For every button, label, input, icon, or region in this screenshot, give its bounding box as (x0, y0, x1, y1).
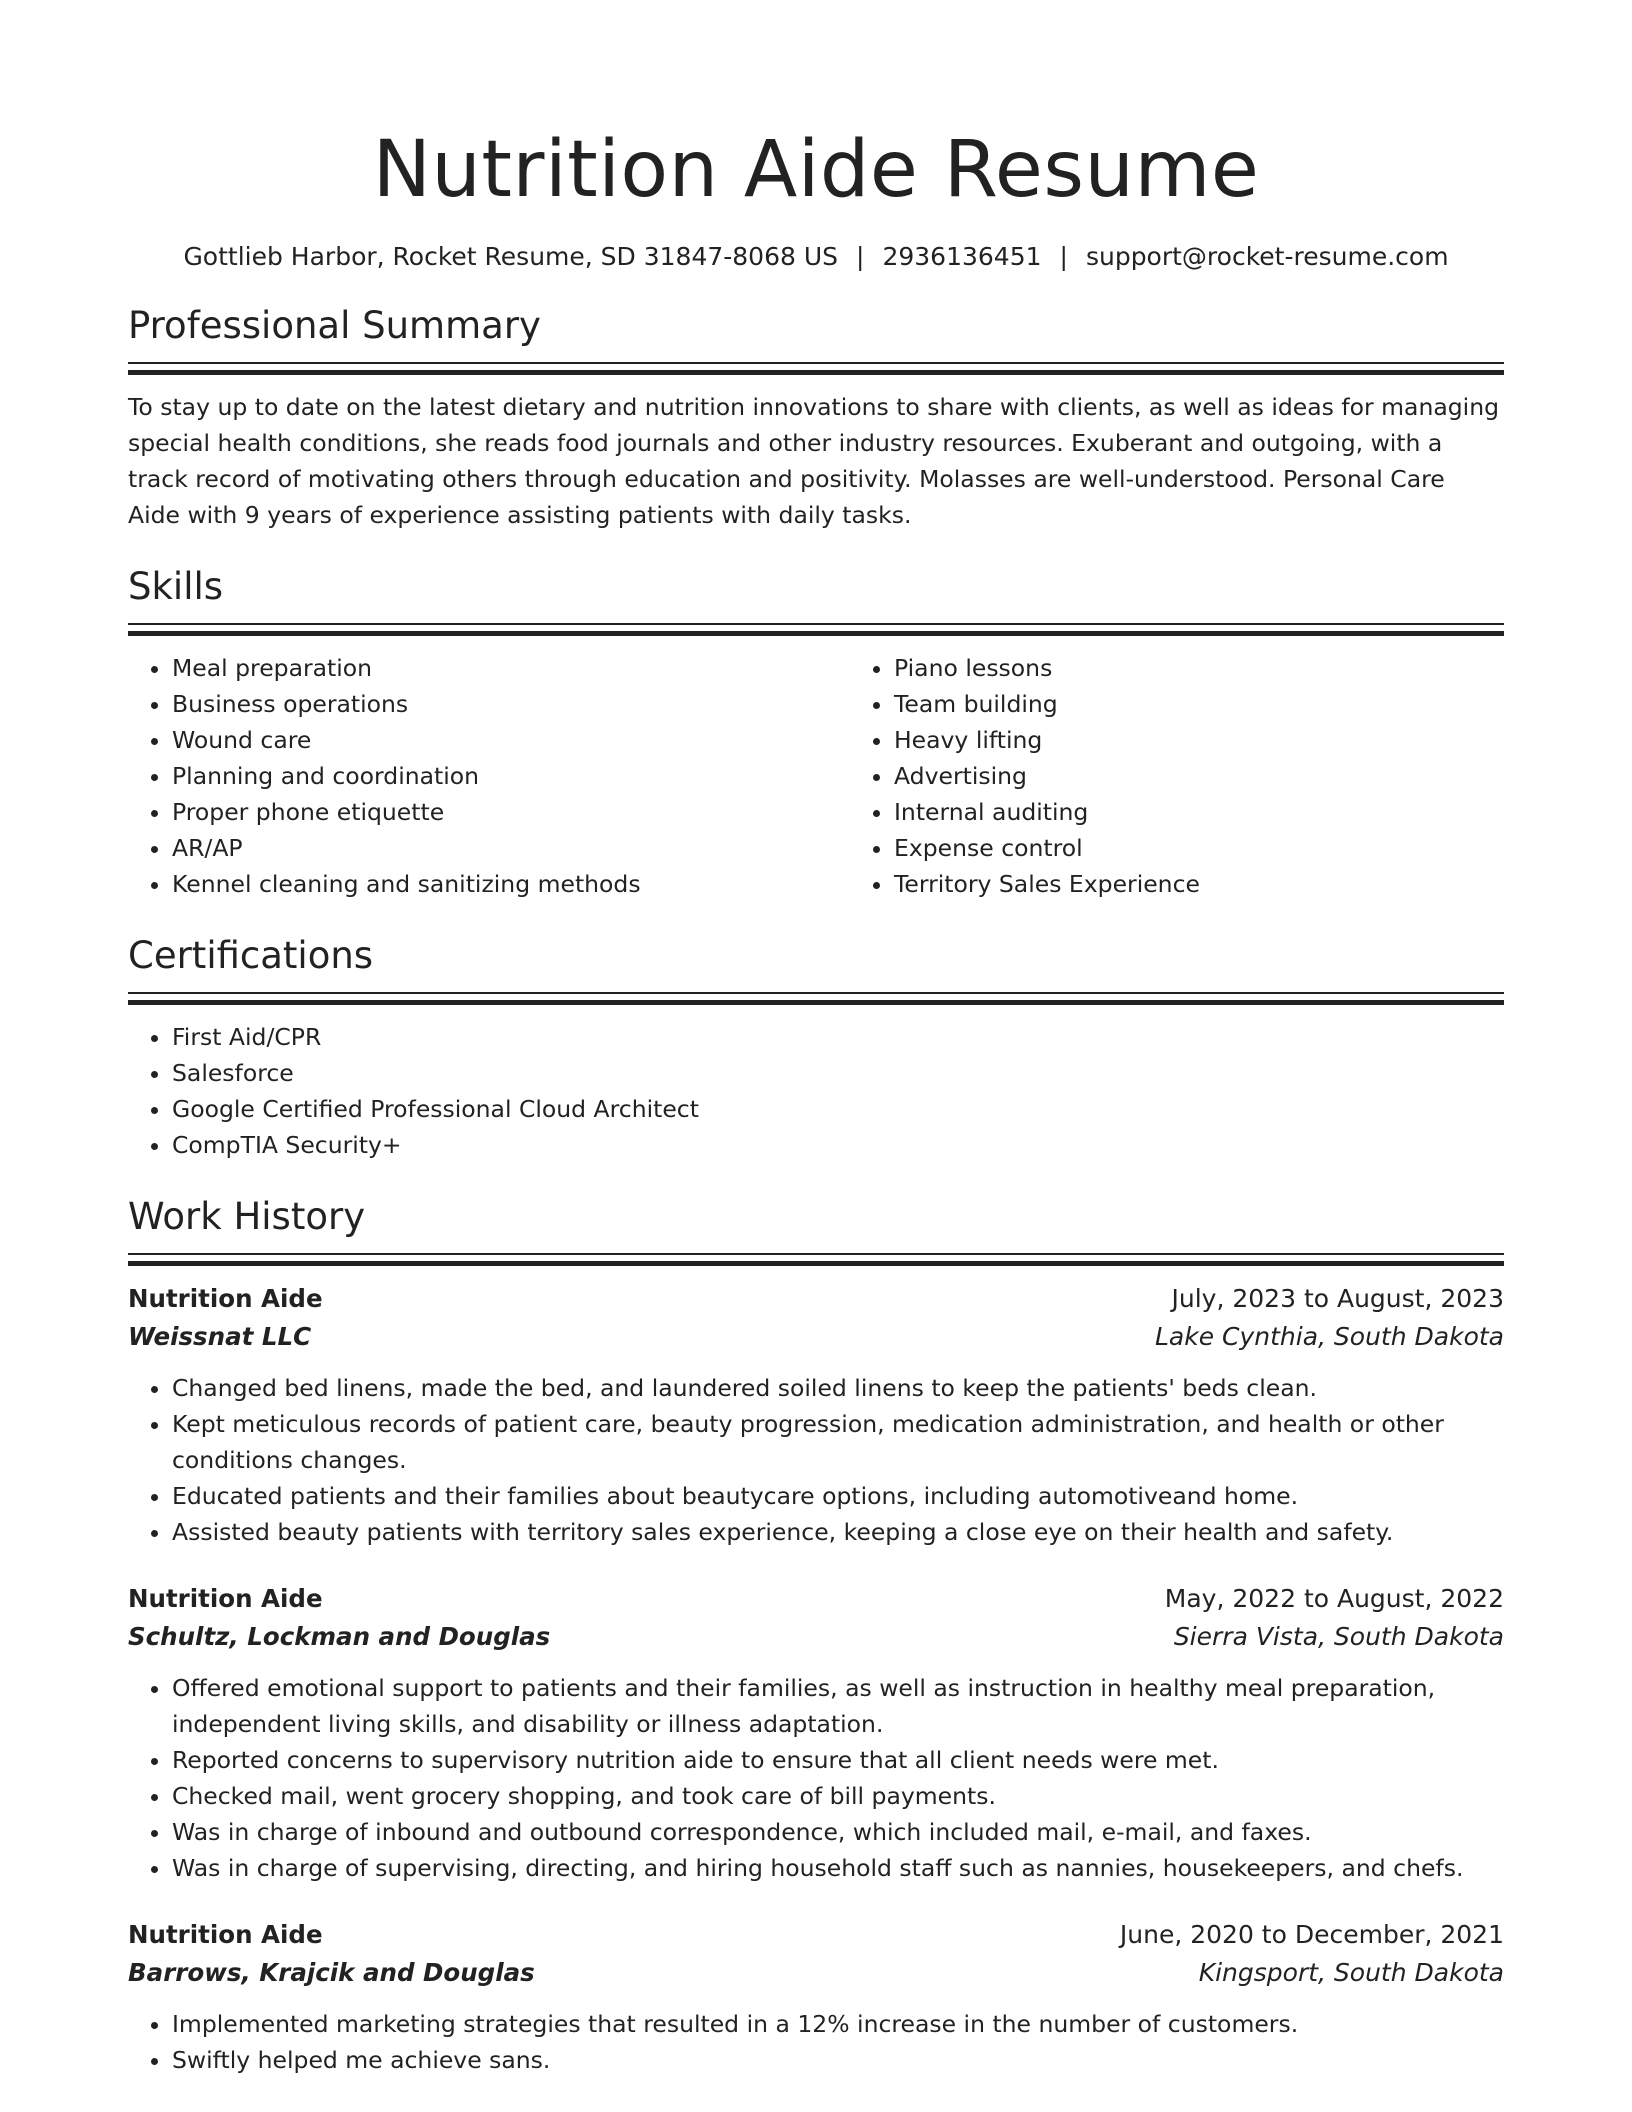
certification-item: • CompTIA Security+ (172, 1127, 1504, 1163)
work-history-section (128, 1193, 1504, 2078)
job-subheader (128, 1318, 1504, 1356)
job-bullet: • Kept meticulous records of patient care, beauty progression, medication administration, and health or other conditions changes. (172, 1406, 1504, 1478)
resume-title: Nutrition Aide Resume (372, 125, 1260, 215)
skill-item: • Piano lessons (894, 650, 1572, 686)
job-header (128, 1280, 1504, 1318)
job-bullet: • Implemented marketing strategies that resulted in a 12% increase in the number of customers. (172, 2006, 1504, 2042)
job-title: Nutrition Aide (128, 1284, 323, 1313)
job-entry (128, 1280, 1504, 1550)
work-history-heading: Work History (128, 1195, 366, 1238)
skill-item: • Wound care (172, 722, 850, 758)
skill-item: • AR/AP (172, 830, 850, 866)
skill-item: • Meal preparation (172, 650, 850, 686)
section-divider (128, 623, 1504, 636)
summary-section (128, 302, 1504, 533)
summary-heading: Professional Summary (128, 304, 541, 347)
job-location: Lake Cynthia, South Dakota (1154, 1322, 1504, 1351)
job-subheader (128, 1954, 1504, 1992)
job-bullet: • Offered emotional support to patients and their families, as well as instruction in healthy meal preparation, independent living skills, and disability or illness adaptation. (172, 1670, 1504, 1742)
section-divider (128, 362, 1504, 375)
certification-item: • Salesforce (172, 1055, 1504, 1091)
contact-separator: | (856, 242, 865, 271)
job-dates: May, 2022 to August, 2022 (1164, 1584, 1504, 1613)
skills-list-right (850, 650, 1572, 902)
skill-item: • Planning and coordination (172, 758, 850, 794)
skill-item: • Internal auditing (894, 794, 1572, 830)
job-subheader (128, 1618, 1504, 1656)
skill-item: • Territory Sales Experience (894, 866, 1572, 902)
skill-item: • Team building (894, 686, 1572, 722)
job-bullet: • Changed bed linens, made the bed, and laundered soiled linens to keep the patients' beds clean. (172, 1370, 1504, 1406)
job-bullet: • Was in charge of inbound and outbound correspondence, which included mail, e-mail, and faxes. (172, 1814, 1504, 1850)
job-company: Schultz, Lockman and Douglas (128, 1622, 551, 1651)
certifications-section (128, 932, 1504, 1163)
contact-separator: | (1059, 242, 1068, 271)
resume-page (128, 0, 1504, 2078)
skills-list-left (128, 650, 850, 902)
skill-item: • Advertising (894, 758, 1572, 794)
job-header (128, 1580, 1504, 1618)
certifications-list (128, 1019, 1504, 1163)
skills-columns (128, 650, 1504, 902)
job-bullet: • Checked mail, went grocery shopping, and took care of bill payments. (172, 1778, 1504, 1814)
job-entry (128, 1916, 1504, 2078)
job-bullets (128, 2006, 1504, 2078)
certification-item: • Google Certified Professional Cloud Architect (172, 1091, 1504, 1127)
skill-item: • Expense control (894, 830, 1572, 866)
skills-heading: Skills (128, 565, 224, 608)
summary-text: To stay up to date on the latest dietary and nutrition innovations to share with clients, as well as ideas for managing special health conditions, she reads food journals and other industry resources. Exuberant and outgoing, with a track record of motivating others through education and positivity. Molasses are well-understood. Personal Care Aide with 9 years of experience assisting patients with daily tasks. (128, 393, 1500, 529)
job-header (128, 1916, 1504, 1954)
skills-section (128, 563, 1504, 902)
section-divider (128, 1253, 1504, 1266)
job-bullet: • Swiftly helped me achieve sans. (172, 2042, 1504, 2078)
skill-item: • Proper phone etiquette (172, 794, 850, 830)
job-title: Nutrition Aide (128, 1584, 323, 1613)
contact-address: Gottlieb Harbor, Rocket Resume, SD 31847-8068 US (183, 242, 839, 271)
job-dates: June, 2020 to December, 2021 (1119, 1920, 1504, 1949)
job-location: Kingsport, South Dakota (1198, 1958, 1504, 1987)
contact-line (128, 240, 1504, 274)
job-bullet: • Assisted beauty patients with territory sales experience, keeping a close eye on their health and safety. (172, 1514, 1504, 1550)
job-company: Weissnat LLC (128, 1322, 312, 1351)
skill-item: • Kennel cleaning and sanitizing methods (172, 866, 850, 902)
job-entry (128, 1580, 1504, 1886)
contact-phone: 2936136451 (882, 242, 1042, 271)
certification-item: • First Aid/CPR (172, 1019, 1504, 1055)
job-bullet: • Reported concerns to supervisory nutrition aide to ensure that all client needs were met. (172, 1742, 1504, 1778)
job-bullet: • Was in charge of supervising, directing, and hiring household staff such as nannies, housekeepers, and chefs. (172, 1850, 1504, 1886)
skill-item: • Business operations (172, 686, 850, 722)
contact-email: support@rocket-resume.com (1085, 242, 1449, 271)
section-divider (128, 992, 1504, 1005)
job-dates: July, 2023 to August, 2023 (1171, 1284, 1504, 1313)
job-company: Barrows, Krajcik and Douglas (128, 1958, 535, 1987)
certifications-heading: Certifications (128, 934, 374, 977)
skill-item: • Heavy lifting (894, 722, 1572, 758)
job-bullet: • Educated patients and their families about beautycare options, including automotiveand home. (172, 1478, 1504, 1514)
job-title: Nutrition Aide (128, 1920, 323, 1949)
job-bullets (128, 1670, 1504, 1886)
job-location: Sierra Vista, South Dakota (1173, 1622, 1504, 1651)
job-bullets (128, 1370, 1504, 1550)
